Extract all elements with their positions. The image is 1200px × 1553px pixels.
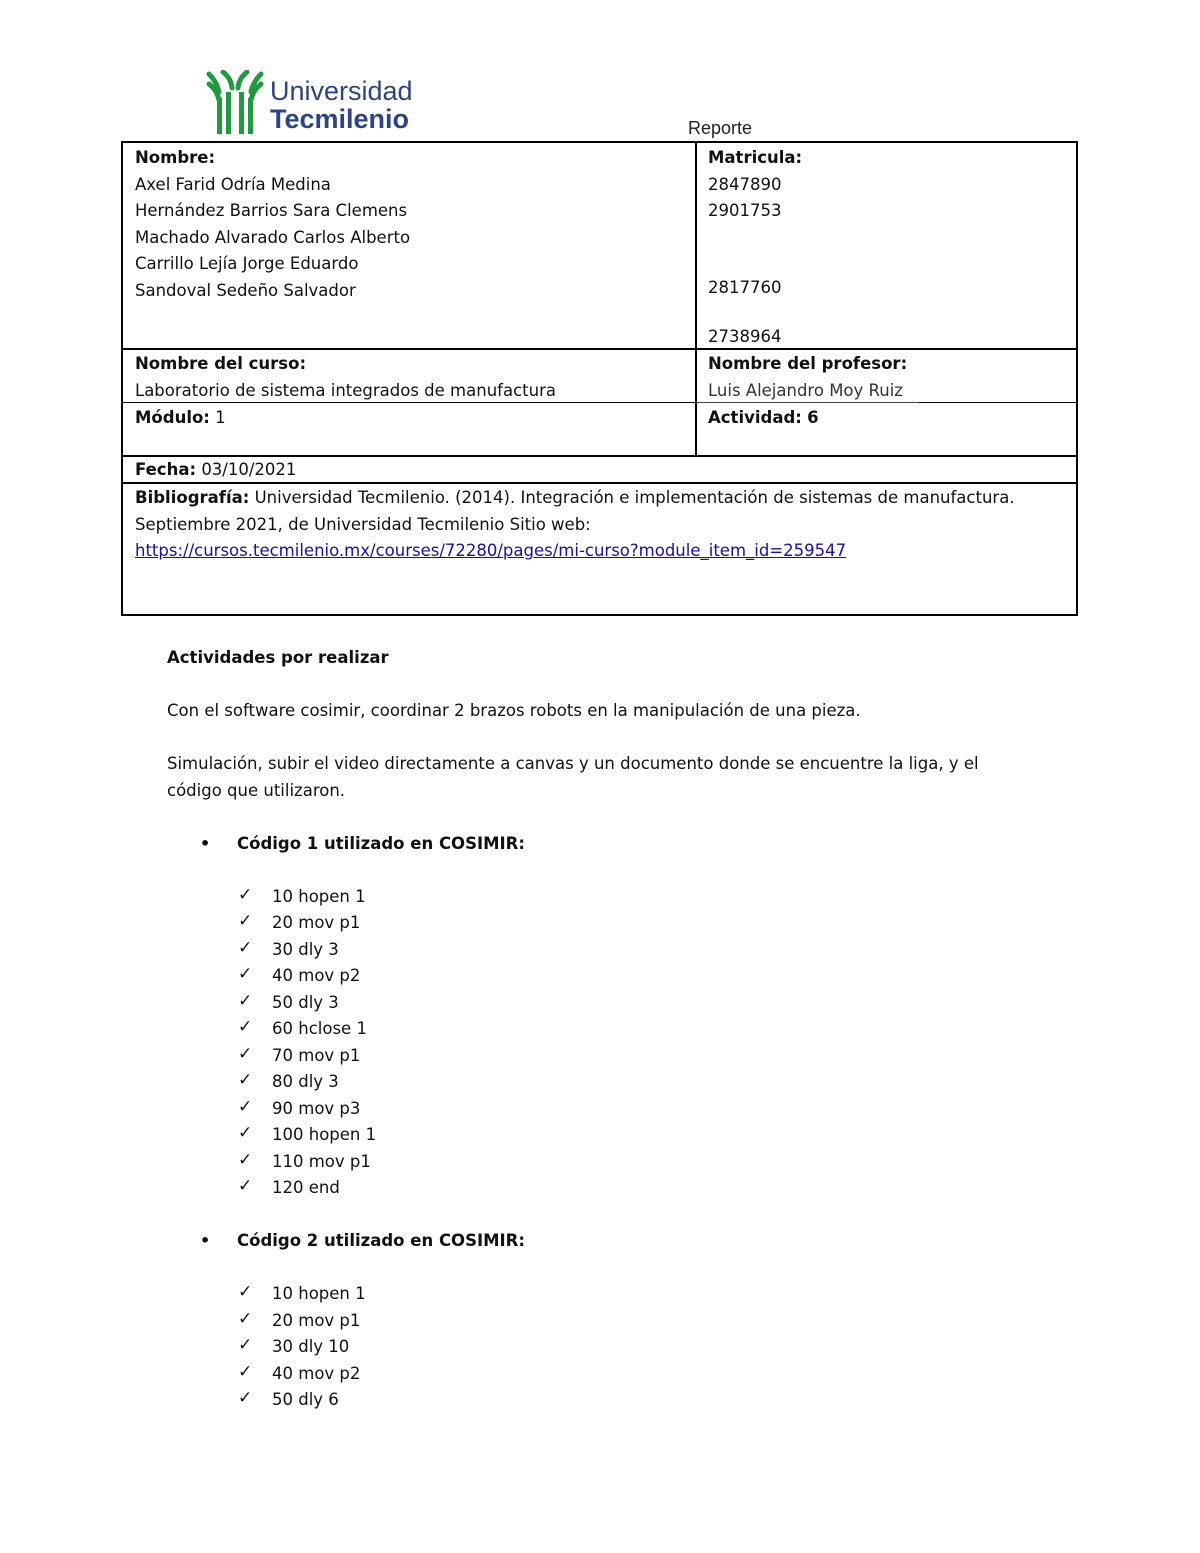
checkmark-icon: ✓ [238, 1070, 253, 1090]
tecmilenio-logo-icon [205, 70, 265, 136]
matricula-value: 2847890 [708, 174, 782, 194]
student-name: Carrillo Lejía Jorge Eduardo [135, 254, 359, 273]
document-body [167, 645, 979, 1414]
actividad-label: Actividad: [708, 408, 802, 427]
bibliografia-text: Universidad Tecmilenio. (2014). Integración e implementación de sistemas de manufactura. [254, 488, 1015, 507]
student-name: Sandoval Sedeño Salvador [135, 280, 356, 300]
header-info-table [121, 141, 1078, 616]
logo-universidad-text: Universidad [270, 76, 413, 106]
checkmark-icon: ✓ [238, 1361, 253, 1382]
checkmark-icon: ✓ [238, 1308, 253, 1329]
fecha-cell [135, 457, 1065, 484]
list-item: ✓ 30 dly 10 [272, 1334, 979, 1361]
checkmark-icon: ✓ [238, 990, 253, 1011]
report-title: Reporte [688, 118, 753, 138]
actividad-value: 6 [807, 408, 819, 427]
curso-value: Laboratorio de sistema integrados de manufactura [135, 380, 556, 400]
profesor-label: Nombre del profesor: [708, 354, 908, 373]
codigo2-title: Código 2 utilizado en COSIMIR: [237, 1231, 525, 1250]
codigo1-title: Código 1 utilizado en COSIMIR: [237, 833, 525, 853]
student-name: Machado Alvarado Carlos Alberto [135, 227, 411, 247]
university-logo [205, 70, 435, 136]
checkmark-icon: ✓ [238, 1282, 253, 1302]
actividad-cell [708, 405, 1068, 432]
checkmark-icon: ✓ [238, 937, 253, 958]
modulo-cell [135, 405, 690, 432]
checkmark-icon: ✓ [238, 1123, 253, 1143]
instruccion-2-line-1: Simulación, subir el video directamente a canvas y un documento donde se encuentre la liga, y el [167, 754, 979, 773]
list-item: ✓ 10 hopen 1 [272, 884, 979, 911]
list-item: ✓ 20 mov p1 [272, 910, 979, 937]
curso-label: Nombre del curso: [135, 354, 307, 373]
list-item: ✓ 60 hclose 1 [272, 1016, 979, 1043]
list-item: ✓ 50 dly 3 [272, 990, 979, 1017]
fecha-value: 03/10/2021 [201, 460, 297, 479]
bullet-icon: • [200, 833, 211, 853]
list-item: ✓ 20 mov p1 [272, 1308, 979, 1335]
curso-cell [135, 351, 690, 404]
codigo1-heading [200, 831, 979, 858]
list-item: ✓ 90 mov p3 [272, 1096, 979, 1123]
list-item: ✓ 100 hopen 1 [272, 1122, 979, 1149]
profesor-cell [708, 351, 1068, 404]
checkmark-icon: ✓ [238, 1176, 253, 1196]
checkmark-icon: ✓ [238, 1149, 253, 1170]
checkmark-icon: ✓ [238, 1335, 253, 1355]
matricula-value: 2901753 [708, 201, 782, 220]
matricula-label: Matricula: [708, 148, 803, 167]
checkmark-icon: ✓ [238, 884, 253, 905]
checkmark-icon: ✓ [238, 1388, 253, 1408]
list-item: ✓ 110 mov p1 [272, 1149, 979, 1176]
nombre-label: Nombre: [135, 148, 216, 167]
bibliografia-text-2: Septiembre 2021, de Universidad Tecmilenio Sitio web: [135, 514, 591, 534]
codigo2-list [167, 1281, 979, 1414]
list-item: ✓ 30 dly 3 [272, 937, 979, 964]
list-item: ✓ 50 dly 6 [272, 1387, 979, 1414]
nombre-cell [135, 145, 685, 304]
list-item: ✓ 40 mov p2 [272, 1361, 979, 1388]
bibliografia-link[interactable]: https://cursos.tecmilenio.mx/courses/72280/pages/mi-curso?module_item_id=259547 [135, 541, 847, 560]
student-name: Axel Farid Odría Medina [135, 174, 331, 194]
instruccion-2-line-2: código que utilizaron. [167, 780, 346, 800]
checkmark-icon: ✓ [238, 1043, 253, 1064]
table-divider-vertical [695, 143, 697, 457]
actividades-heading: Actividades por realizar [167, 648, 389, 667]
matricula-cell [708, 145, 1068, 351]
modulo-label: Módulo: [135, 408, 210, 427]
checkmark-icon: ✓ [238, 964, 253, 984]
checkmark-icon: ✓ [238, 1017, 253, 1037]
list-item: ✓ 70 mov p1 [272, 1043, 979, 1070]
fecha-label: Fecha: [135, 460, 197, 479]
student-name: Hernández Barrios Sara Clemens [135, 201, 408, 220]
profesor-value: Luis Alejandro Moy Ruiz [708, 380, 903, 400]
instruccion-1: Con el software cosimir, coordinar 2 brazos robots en la manipulación de una pieza. [167, 701, 861, 720]
codigo1-list [167, 884, 979, 1202]
checkmark-icon: ✓ [238, 1096, 253, 1117]
list-item: ✓ 120 end [272, 1175, 979, 1202]
matricula-value: 2738964 [708, 327, 782, 346]
modulo-value: 1 [215, 408, 226, 427]
bullet-icon: • [200, 1231, 211, 1250]
list-item: ✓ 40 mov p2 [272, 963, 979, 990]
codigo2-heading [200, 1228, 979, 1255]
matricula-value: 2817760 [708, 277, 782, 297]
checkmark-icon: ✓ [238, 911, 253, 931]
bibliografia-cell [135, 485, 1070, 565]
list-item: ✓ 80 dly 3 [272, 1069, 979, 1096]
bibliografia-label: Bibliografía: [135, 488, 250, 507]
logo-tecmilenio-text: Tecmilenio [270, 104, 410, 134]
list-item: ✓ 10 hopen 1 [272, 1281, 979, 1308]
